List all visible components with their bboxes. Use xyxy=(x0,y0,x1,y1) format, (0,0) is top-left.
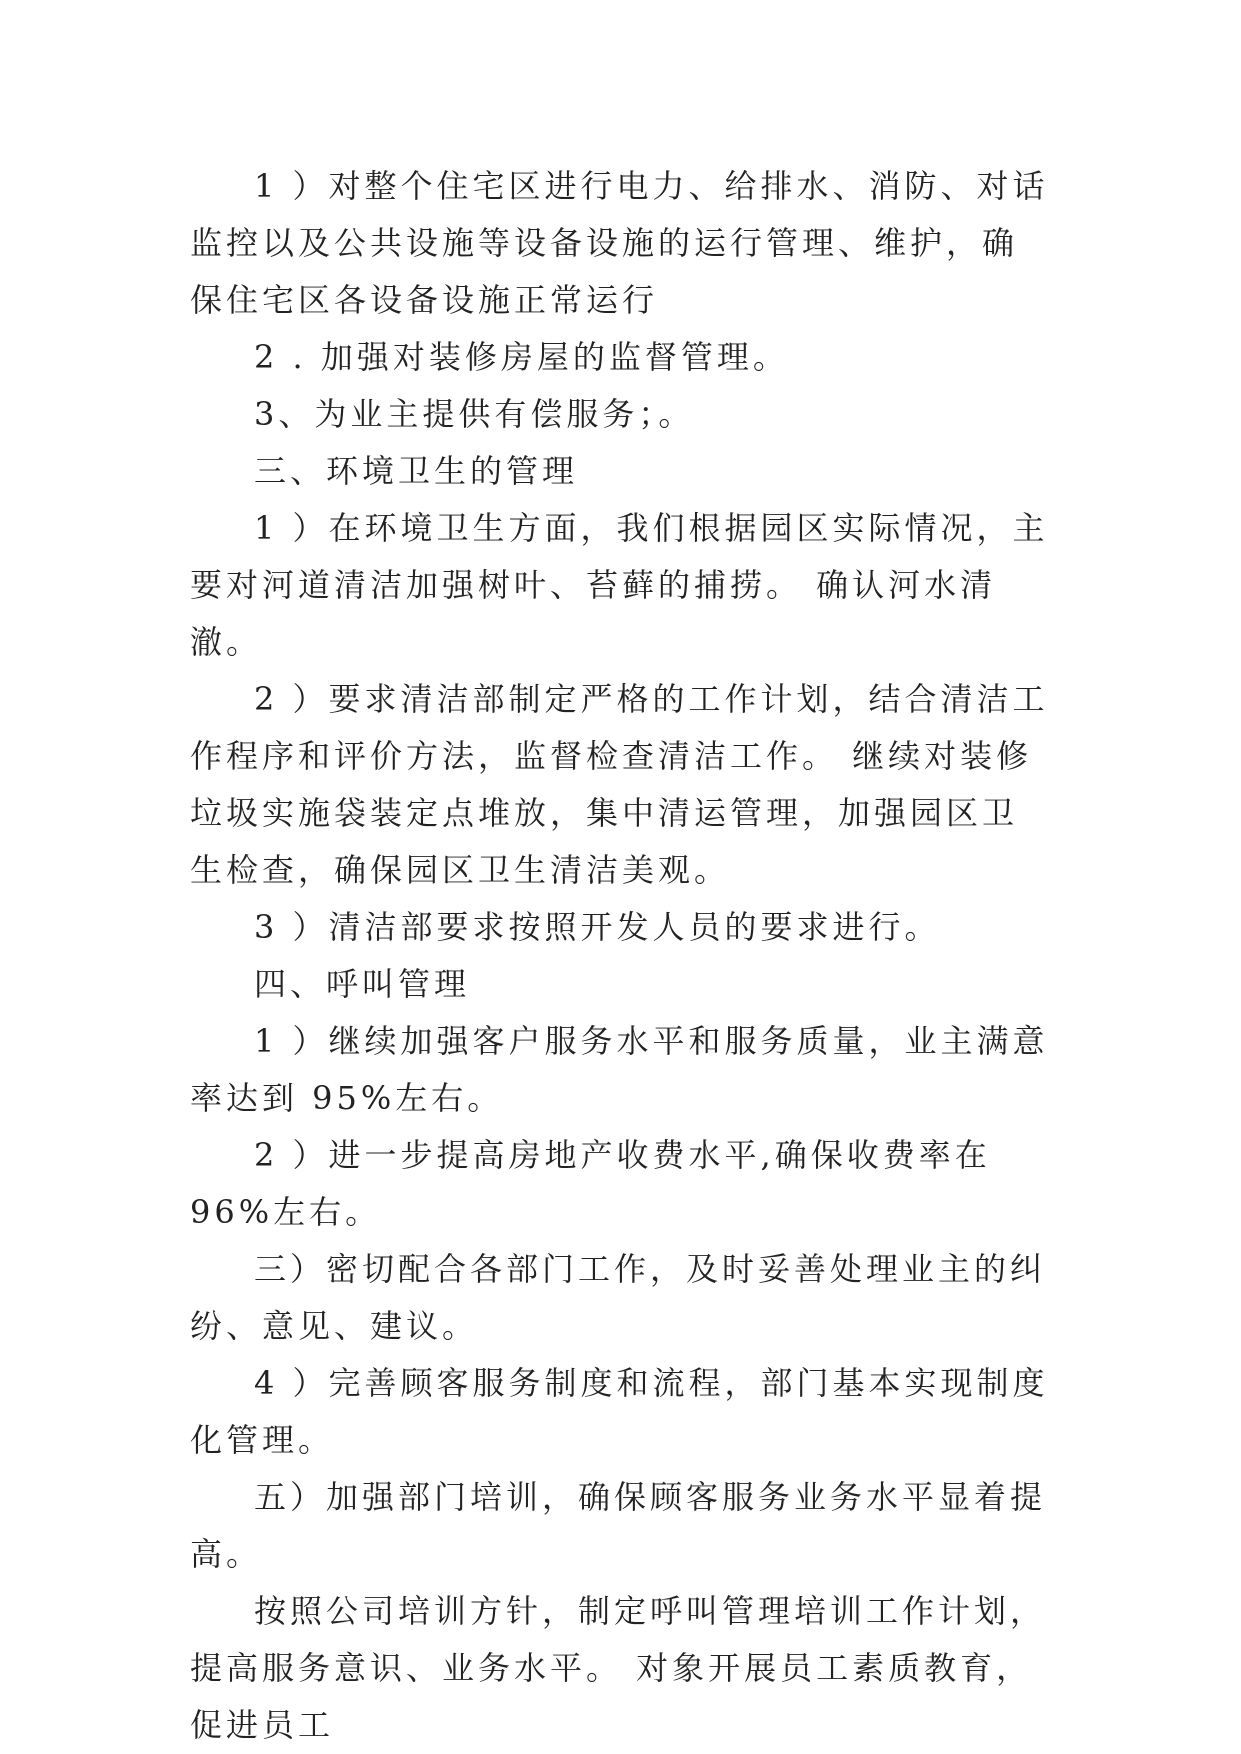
paragraph-river-cleaning: 1 ）在环境卫生方面，我们根据园区实际情况，主要对河道清洁加强树叶、苔藓的捕捞。 确认河水清澈。 xyxy=(190,509,1049,661)
paragraph-cleaning-plan: 2 ）要求清洁部制定严格的工作计划，结合清洁工作程序和评价方法，监督检查清洁工作。 继续对装修垃圾实施袋装定点堆放，集中清运管理，加强园区卫生检查，确保园区卫生清洁美观。 xyxy=(190,680,1049,889)
paragraph-developer-requirements: 3 ）清洁部要求按照开发人员的要求进行。 xyxy=(254,908,941,946)
paragraph-facility-maintenance: 1 ）对整个住宅区进行电力、给排水、消防、对话监控以及公共设施等设备设施的运行管理、维护，确保住宅区各设备设施正常运行 xyxy=(190,167,1049,319)
paragraph-training-plan: 按照公司培训方针，制定呼叫管理培训工作计划，提高服务意识、业务水平。 对象开展员工素质教育，促进员工 xyxy=(190,1592,1047,1744)
section-heading-call-management: 四、呼叫管理 xyxy=(254,965,471,1003)
paragraph-department-cooperation: 三）密切配合各部门工作，及时妥善处理业主的纠纷、意见、建议。 xyxy=(190,1250,1047,1345)
paragraph-customer-satisfaction: 1 ）继续加强客户服务水平和服务质量，业主满意率达到 95%左右。 xyxy=(190,1022,1049,1117)
paragraph-training: 五）加强部门培训，确保顾客服务业务水平显着提高。 xyxy=(190,1478,1047,1573)
paragraph-renovation-supervision: 2 . 加强对装修房屋的监督管理。 xyxy=(254,338,789,376)
paragraph-paid-services: 3、为业主提供有偿服务；。 xyxy=(254,395,695,433)
section-heading-sanitation: 三、环境卫生的管理 xyxy=(254,452,579,490)
document-body xyxy=(190,158,1052,1754)
paragraph-fee-collection: 2 ）进一步提高房地产收费水平,确保收费率在96%左右。 xyxy=(190,1136,991,1231)
paragraph-service-process: 4 ）完善顾客服务制度和流程，部门基本实现制度化管理。 xyxy=(190,1364,1049,1459)
